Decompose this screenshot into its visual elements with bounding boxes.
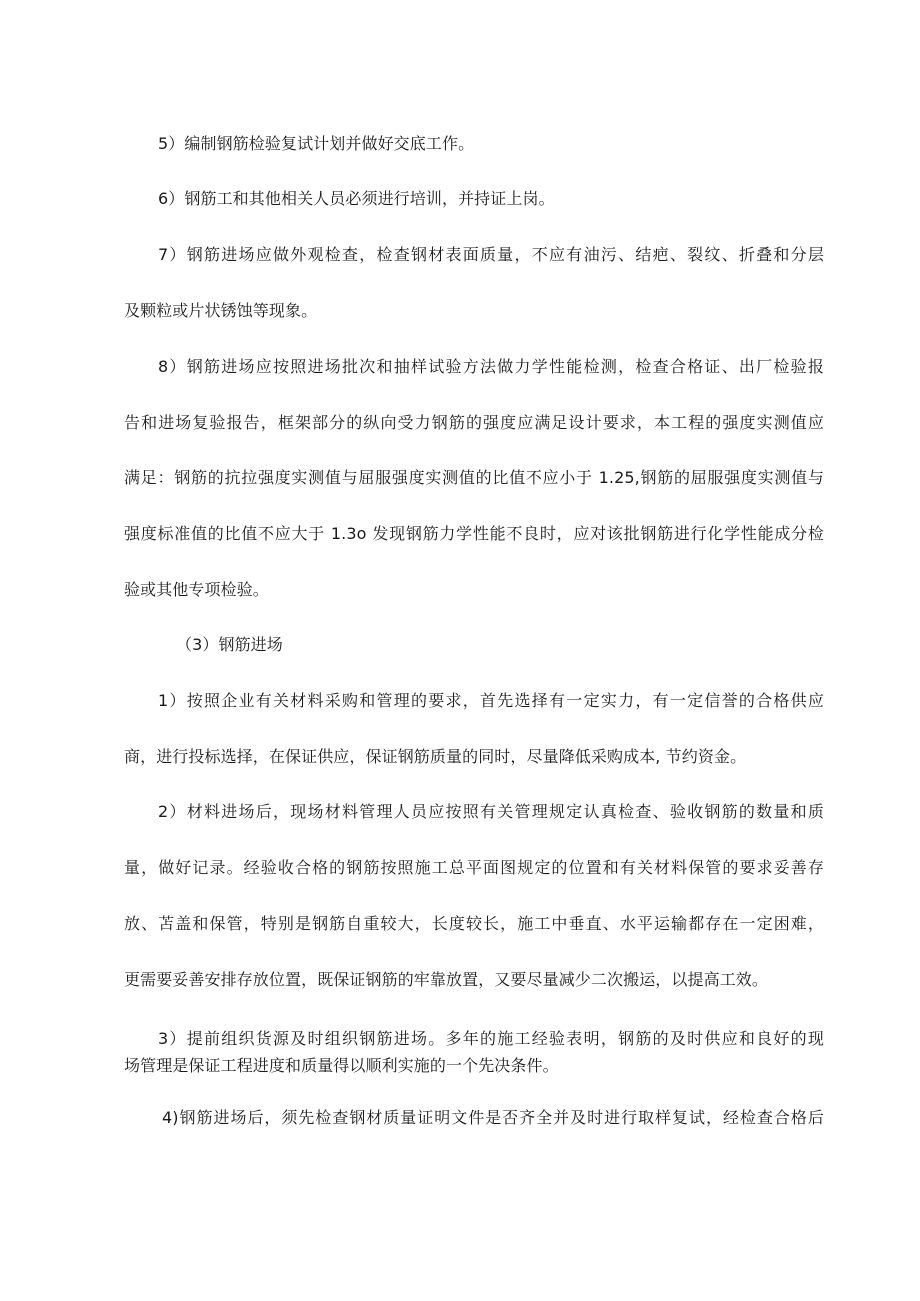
paragraph-line: 场管理是保证工程进度和质量得以顺利实施的一个先决条件。 xyxy=(124,1056,559,1075)
paragraph-line: 5）编制钢筋检验复试计划并做好交底工作。 xyxy=(158,134,475,153)
paragraph-line: 2）材料进场后，现场材料管理人员应按照有关管理规定认真检查、验收钢筋的数量和质 xyxy=(158,802,824,821)
paragraph-line: 7）钢筋进场应做外观检查，检查钢材表面质量，不应有油污、结疤、裂纹、折叠和分层 xyxy=(158,245,824,264)
section-heading: （3）钢筋进场 xyxy=(176,635,283,654)
paragraph-line: 8）钢筋进场应按照进场批次和抽样试验方法做力学性能检测，检查合格证、出厂检验报 xyxy=(158,357,824,376)
paragraph-line: 量，做好记录。经验收合格的钢筋按照施工总平面图规定的位置和有关材料保管的要求妥善存 xyxy=(124,858,824,877)
paragraph-line: 验或其他专项检验。 xyxy=(124,580,269,599)
paragraph-line: 放、苫盖和保管，特别是钢筋自重较大，长度较长，施工中垂直、水平运输都存在一定困难， xyxy=(124,914,824,933)
paragraph-line: 4)钢筋进场后，须先检查钢材质量证明文件是否齐全并及时进行取样复试，经检查合格后 xyxy=(162,1108,824,1127)
paragraph-line: 1）按照企业有关材料采购和管理的要求，首先选择有一定实力，有一定信誉的合格供应 xyxy=(158,691,824,710)
paragraph-line: 6）钢筋工和其他相关人员必须进行培训，并持证上岗。 xyxy=(158,189,555,208)
paragraph-line: 满足：钢筋的抗拉强度实测值与屈服强度实测值的比值不应小于 1.25,钢筋的屈服强度实测值与 xyxy=(124,468,824,487)
paragraph-line: 更需要妥善安排存放位置，既保证钢筋的牢靠放置，又要尽量减少二次搬运，以提高工效。 xyxy=(124,970,769,989)
paragraph-line: 3）提前组织货源及时组织钢筋进场。多年的施工经验表明，钢筋的及时供应和良好的现 xyxy=(158,1029,824,1048)
paragraph-line: 强度标准值的比值不应大于 1.3o 发现钢筋力学性能不良时，应对该批钢筋进行化学性能成分检 xyxy=(124,524,824,543)
paragraph-line: 商，进行投标选择，在保证供应，保证钢筋质量的同时，尽量降低采购成本, 节约资金。 xyxy=(124,747,747,766)
paragraph-line: 告和进场复验报告，框架部分的纵向受力钢筋的强度应满足设计要求，本工程的强度实测值应 xyxy=(124,413,824,432)
paragraph-line: 及颗粒或片状锈蚀等现象。 xyxy=(124,301,318,320)
